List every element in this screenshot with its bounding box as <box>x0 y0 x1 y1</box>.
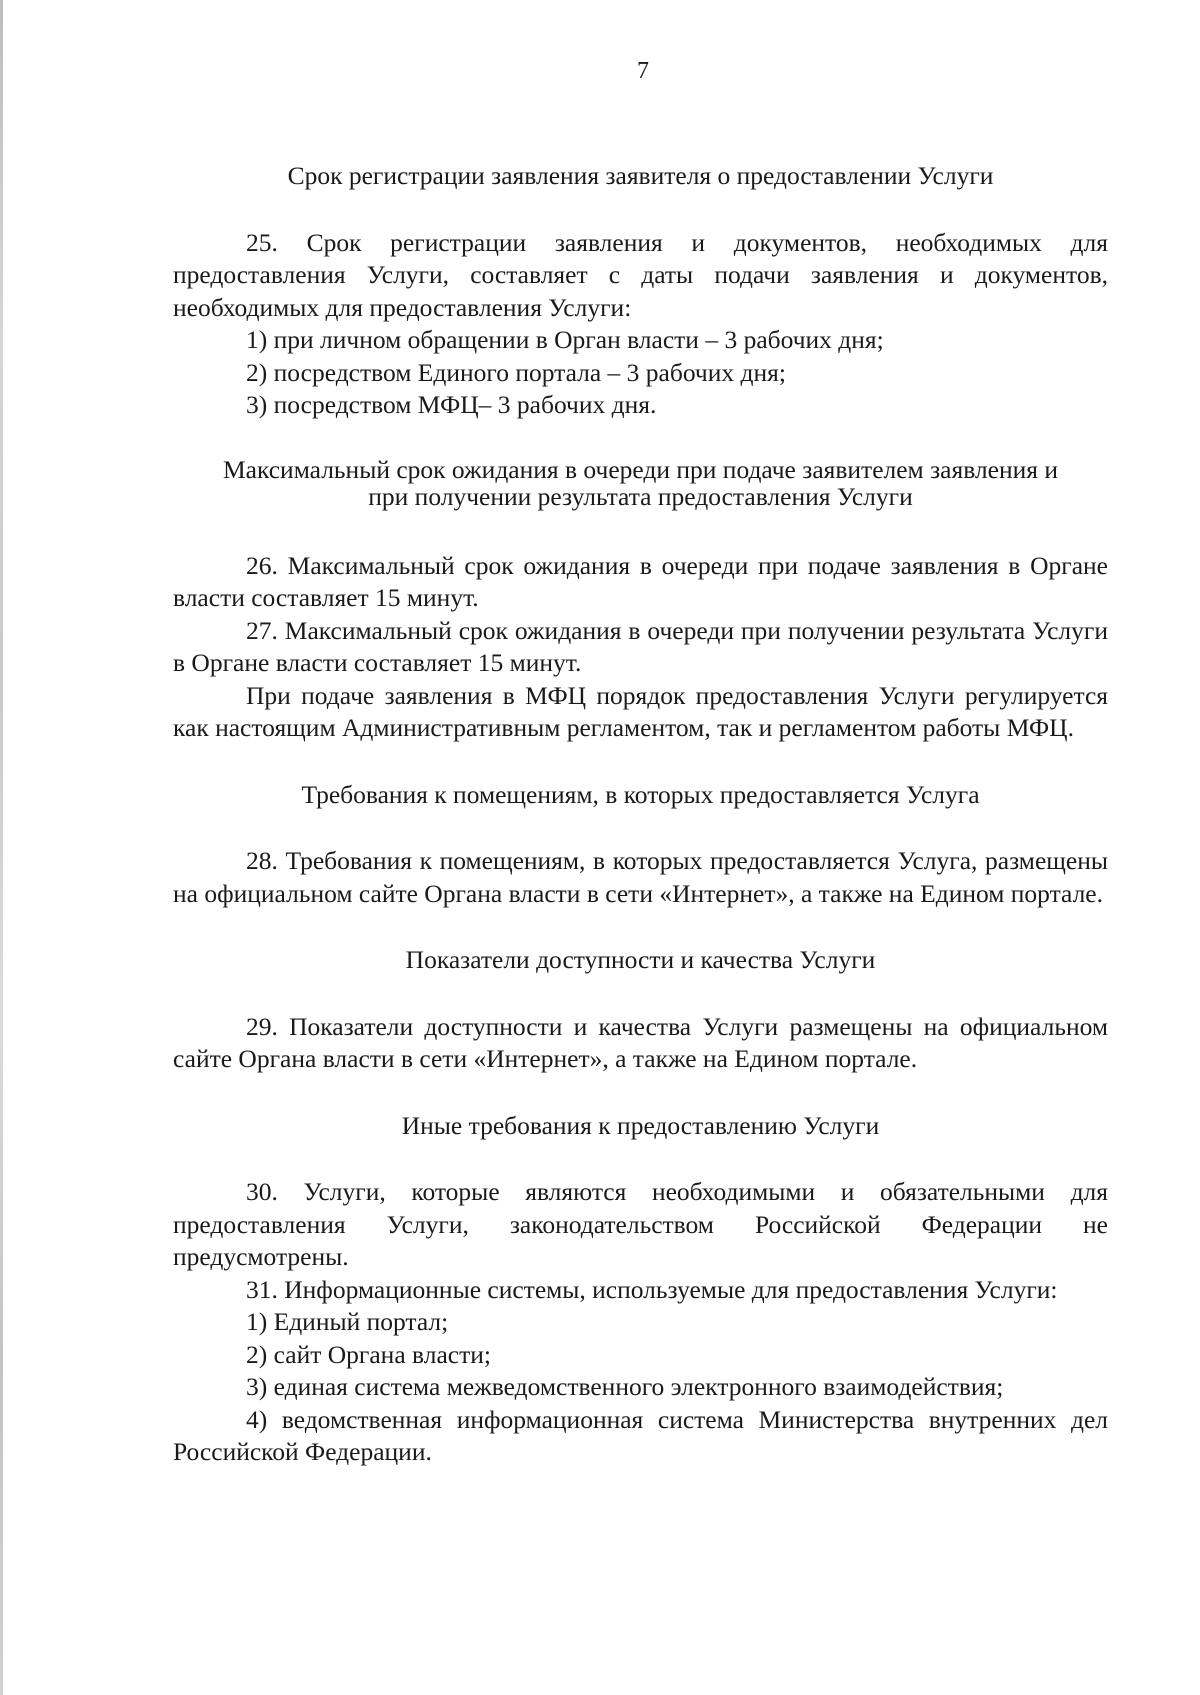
section-heading-premises: Требования к помещениям, в которых предоставляется Услуга <box>301 779 980 809</box>
page-number: 7 <box>637 58 649 84</box>
paragraph-28: 28. Требования к помещениям, в которых предоставляется Услуга, размещены на официальном сайте Органа власти в сети «Интернет», а также на Едином портале. <box>173 846 1108 908</box>
list-item: 3) единая система межведомственного электронного взаимодействия; <box>246 1372 1004 1401</box>
paragraph-29: 29. Показатели доступности и качества Услуги размещены на официальном сайте Органа власти в сети «Интернет», а также на Едином портале. <box>173 1011 1108 1073</box>
list-item: 3) посредством МФЦ– 3 рабочих дня. <box>246 390 657 419</box>
section-heading-registration: Срок регистрации заявления заявителя о предоставлении Услуги <box>287 161 994 190</box>
paragraph-30: 30. Услуги, которые являются необходимыми и обязательными для предоставления Услуги, законодательством Российской Федерации не предусмотрены. <box>173 1177 1108 1271</box>
paragraph-mfc: При подаче заявления в МФЦ порядок предоставления Услуги регулируется как настоящим Административным регламентом, так и регламентом работы МФЦ. <box>173 680 1108 742</box>
paragraph-25: 25. Срок регистрации заявления и документов, необходимых для предоставления Услуги, составляет с даты подачи заявления и документов, необходимых для предоставления Услуги: <box>173 227 1108 322</box>
section-heading-quality: Показатели доступности и качества Услуги <box>405 945 876 974</box>
list-item: 4) ведомственная информационная система Министерства внутренних дел Российской Федерации. <box>173 1404 1108 1466</box>
section-heading-other-requirements: Иные требования к предоставлению Услуги <box>401 1110 880 1140</box>
scan-edge-artifact <box>0 0 3 1695</box>
list-item: 2) сайт Органа власти; <box>246 1339 491 1369</box>
list-item: 1) Единый портал; <box>246 1307 449 1336</box>
paragraph-27: 27. Максимальный срок ожидания в очереди при получении результата Услуги в Органе власти составляет 15 минут. <box>173 615 1108 677</box>
document-body <box>173 160 1108 1469</box>
list-item: 1) при личном обращении в Орган власти – 3 рабочих дня; <box>246 325 884 354</box>
list-item: 2) посредством Единого портала – 3 рабочих дня; <box>246 357 786 387</box>
section-heading-waiting-time <box>173 456 1108 510</box>
paragraph-31: 31. Информационные системы, используемые для предоставления Услуги: <box>246 1274 1058 1304</box>
heading-line: Максимальный срок ожидания в очереди при подаче заявителем заявления и <box>222 454 1058 484</box>
heading-line: при получении результата предоставления Услуги <box>368 481 913 511</box>
paragraph-26: 26. Максимальный срок ожидания в очереди при подаче заявления в Органе власти составляет 15 минут. <box>173 550 1108 612</box>
